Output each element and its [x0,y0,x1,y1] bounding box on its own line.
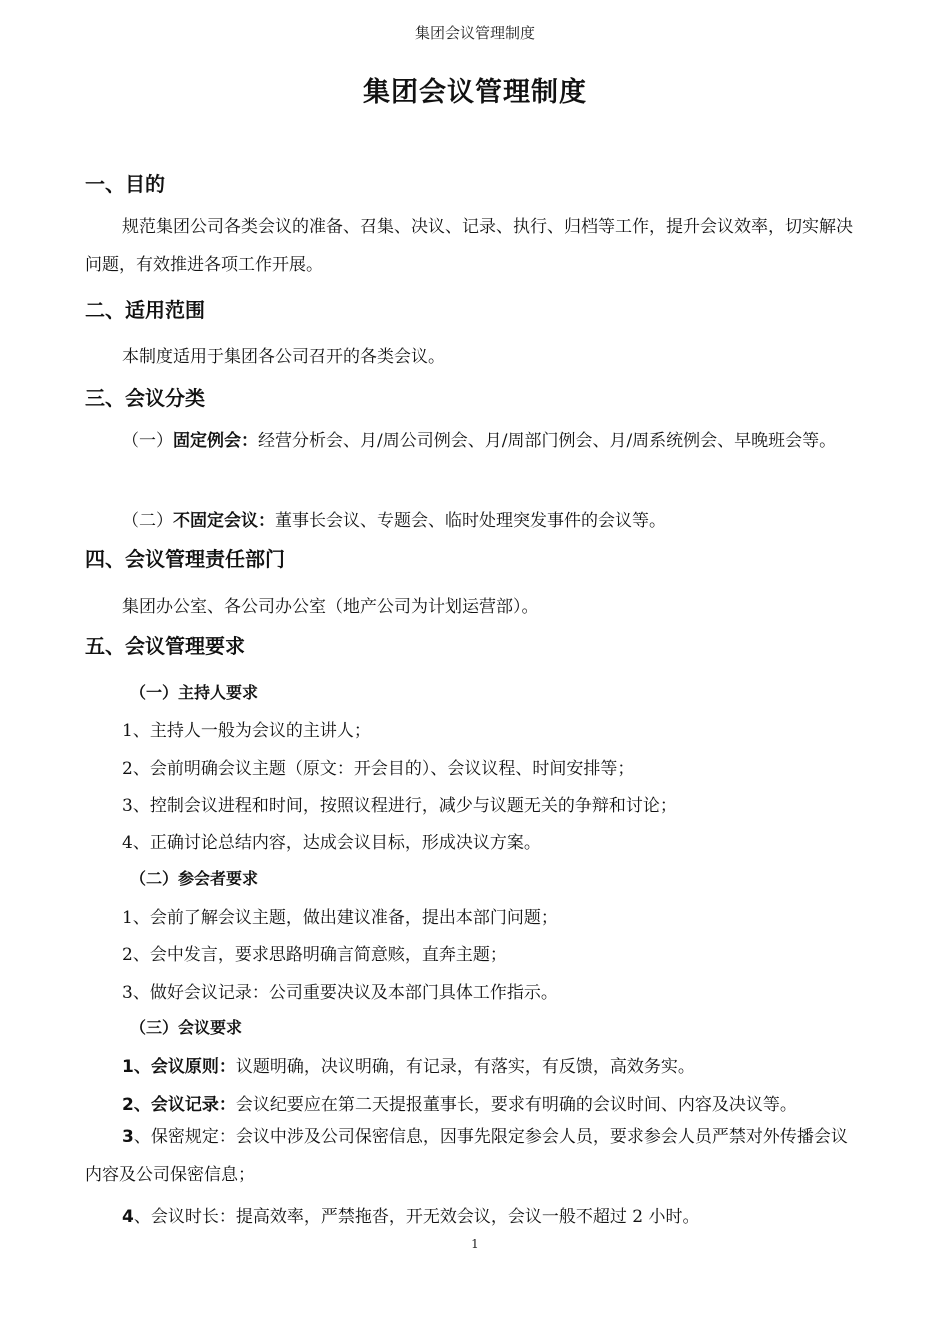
list-item: 3、做好会议记录：公司重要决议及本部门具体工作指示。 [122,983,558,1003]
item-number: 4 [122,1207,134,1227]
section-heading-scope: 二、适用范围 [85,298,205,322]
running-header: 集团会议管理制度 [414,24,535,42]
item-text: 董事长会议、专题会、临时处理突发事件的会议等。 [275,511,666,531]
section-body-scope: 本制度适用于集团各公司召开的各类会议。 [122,347,445,367]
section-body-responsible-dept: 集团办公室、各公司办公室（地产公司为计划运营部）。 [122,597,539,617]
item-text: 、保密规定：会议中涉及公司保密信息，因事先限定参会人员，要求参会人员严禁对外传播会议内容及公司保密信息； [85,1127,848,1185]
item-label: 2、会议记录： [122,1095,236,1115]
classification-item-fixed [85,422,860,460]
section-heading-responsible-dept: 四、会议管理责任部门 [85,547,285,571]
item-prefix: （二） [122,511,173,531]
document-title: 集团会议管理制度 [363,77,587,108]
list-item: 2、会前明确会议主题（原文：开会目的）、会议议程、时间安排等； [122,759,635,779]
section-heading-requirements: 五、会议管理要求 [85,634,245,658]
item-label: 不固定会议： [173,511,275,531]
item-text: 会议纪要应在第二天提报董事长，要求有明确的会议时间、内容及决议等。 [235,1095,797,1115]
list-item: 1、主持人一般为会议的主讲人； [122,721,371,741]
item-text: 、会议时长：提高效率，严禁拖沓，开无效会议，会议一般不超过 2 小时。 [133,1207,700,1227]
subheading-host: （一）主持人要求 [130,683,259,702]
item-text: 经营分析会、月/周公司例会、月/周部门例会、月/周系统例会、早晚班会等。 [258,431,837,451]
list-item-duration [122,1202,699,1227]
item-label: 固定例会： [173,431,258,451]
section-heading-classification: 三、会议分类 [85,386,205,410]
item-prefix: （一） [122,431,173,451]
list-item: 4、正确讨论总结内容，达成会议目标，形成决议方案。 [122,833,541,853]
section-heading-purpose: 一、目的 [85,172,165,196]
section-body-purpose: 规范集团公司各类会议的准备、召集、决议、记录、执行、归档等工作，提升会议效率，切实解决问题，有效推进各项工作开展。 [85,217,853,275]
list-item: 2、会中发言，要求思路明确言简意赅，直奔主题； [122,945,507,965]
list-item-minutes [122,1090,797,1115]
page-number: 1 [471,1237,479,1251]
item-number: 3 [122,1127,134,1147]
item-text: 议题明确，决议明确，有记录，有落实，有反馈，高效务实。 [235,1057,695,1077]
list-item-confidentiality [85,1118,860,1194]
subheading-meeting: （三）会议要求 [130,1018,243,1037]
list-item: 3、控制会议进程和时间，按照议程进行，减少与议题无关的争辩和讨论； [122,796,677,816]
subheading-attendees: （二）参会者要求 [130,869,259,888]
list-item-principles [122,1052,695,1077]
item-label: 1、会议原则： [122,1057,236,1077]
list-item: 1、会前了解会议主题，做出建议准备，提出本部门问题； [122,908,558,928]
classification-item-ad-hoc [122,506,666,531]
